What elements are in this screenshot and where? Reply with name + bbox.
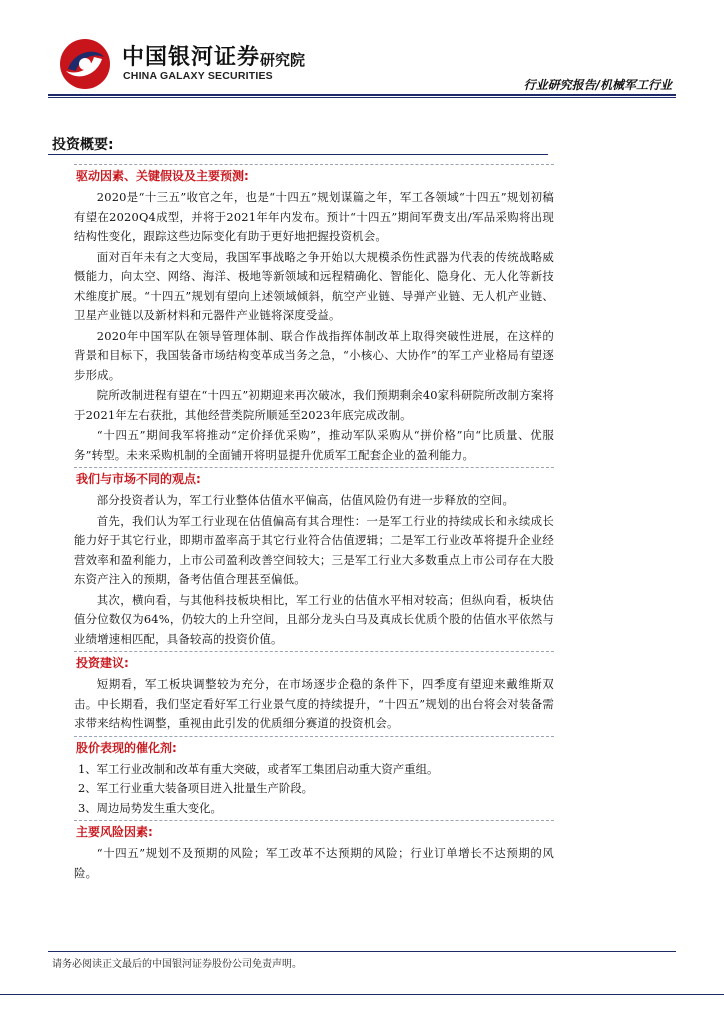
paragraph: “十四五”期间我军将推动“定价择优采购”，推动军队采购从“拼价格”向“比质量、优服务”转型。未来采购机制的全面铺开将明显提升优质军工配套企业的盈利能力。 xyxy=(74,428,554,462)
logo-chinese-name: 中国银河证券 xyxy=(122,45,261,70)
paragraph: 2020年中国军队在领导管理体制、联合作战指挥体制改革上取得突破性进展，在这样的背景和目标下，我国装备市场结构变革成当务之急，“小核心、大协作”的军工产业格局有望逐步形成。 xyxy=(74,328,554,382)
dashed-divider xyxy=(74,820,554,821)
section-divider xyxy=(48,154,548,155)
paragraph: 2020是“十三五”收官之年，也是“十四五”规划谋篇之年，军工各领域“十四五”规划初稿有望在2020Q4成型，并将于2021年年内发布。预计“十四五”期间军费支出/军品采购将出现结构性变化，跟踪这些边际变化有助于更好地把握投资机会。 xyxy=(74,190,554,243)
paragraph: 短期看，军工板块调整较为充分，在市场逐步企稳的条件下，四季度有望迎来戴维斯双击。中长期看，我们坚定看好军工行业景气度的持续提升，“十四五”规划的出台将会对装备需求带来结构性调整，重视由此引发的优质细分赛道的投资机会。 xyxy=(74,677,554,730)
dashed-divider xyxy=(74,651,554,652)
header-divider xyxy=(48,94,676,96)
dashed-divider xyxy=(74,164,554,165)
section-title: 投资概要: xyxy=(52,137,114,153)
paragraph: 面对百年未有之大变局，我国军事战略之争开始以大规模杀伤性武器为代表的传统战略威慑能力，向太空、网络、海洋、极地等新领域和远程精确化、智能化、隐身化、无人化等新技术维度扩展。“十四五”规划有望向上述领域倾斜，航空产业链、导弹产业链、无人机产业链、卫星产业链以及新材料和元器件产业链将深度受益。 xyxy=(74,249,554,322)
paragraph: “十四五”规划不及预期的风险；军工改革不达预期的风险；行业订单增长不达预期的风险。 xyxy=(74,846,554,880)
list-item: 2、军工行业重大装备项目进入批量生产阶段。 xyxy=(78,781,314,795)
paragraph: 其次，横向看，与其他科技板块相比，军工行业的估值水平相对较高；但纵向看，板块估值分位数仅为64%，仍较大的上升空间，且部分龙头白马及真成长优质个股的估值水平依然与业绩增速相匹配，具备较高的投资价值。 xyxy=(74,592,554,646)
logo-subtitle: 研究院 xyxy=(260,51,306,69)
galaxy-logo-icon xyxy=(58,37,112,91)
subheading-investment-advice: 投资建议: xyxy=(76,656,129,670)
subheading-catalysts: 股价表现的催化剂: xyxy=(76,740,177,755)
list-item: 3、周边局势发生重大变化。 xyxy=(78,800,222,815)
footer-divider xyxy=(48,951,676,952)
report-type: 行业研究报告/机械军工行业 xyxy=(523,78,672,92)
list-item: 1、军工行业改制和改革有重大突破，或者军工集团启动重大资产重组。 xyxy=(78,761,439,776)
page-header xyxy=(0,0,724,100)
subheading-different-view: 我们与市场不同的观点: xyxy=(76,472,201,486)
dashed-divider xyxy=(74,736,554,737)
paragraph: 部分投资者认为，军工行业整体估值水平偏高，估值风险仍有进一步释放的空间。 xyxy=(96,493,515,507)
bottom-divider xyxy=(0,994,724,995)
paragraph: 院所改制进程有望在“十四五”初期迎来再次破冰，我们预期剩余40家科研院所改制方案将于2021年左右获批，其他经营类院所顺延至2023年底完成改制。 xyxy=(74,388,554,422)
disclaimer-note: 请务必阅读正文最后的中国银河证券股份公司免责声明。 xyxy=(52,959,302,970)
header-divider-thin xyxy=(48,97,676,98)
summary-content xyxy=(74,162,554,884)
dashed-divider xyxy=(74,467,554,468)
logo-english-name: CHINA GALAXY SECURITIES xyxy=(123,70,273,82)
subheading-risks: 主要风险因素: xyxy=(76,825,153,839)
subheading-drivers: 驱动因素、关键假设及主要预测: xyxy=(76,169,249,183)
paragraph: 首先，我们认为军工行业现在估值偏高有其合理性：一是军工行业的持续成长和永续成长能力好于其它行业，即期市盈率高于其它行业符合估值逻辑；二是军工行业改革将提升企业经营效率和盈利能力，上市公司盈利改善空间较大；三是军工行业大多数重点上市公司存在大股东资产注入的预期，备考估值合理甚至偏低。 xyxy=(74,513,554,586)
